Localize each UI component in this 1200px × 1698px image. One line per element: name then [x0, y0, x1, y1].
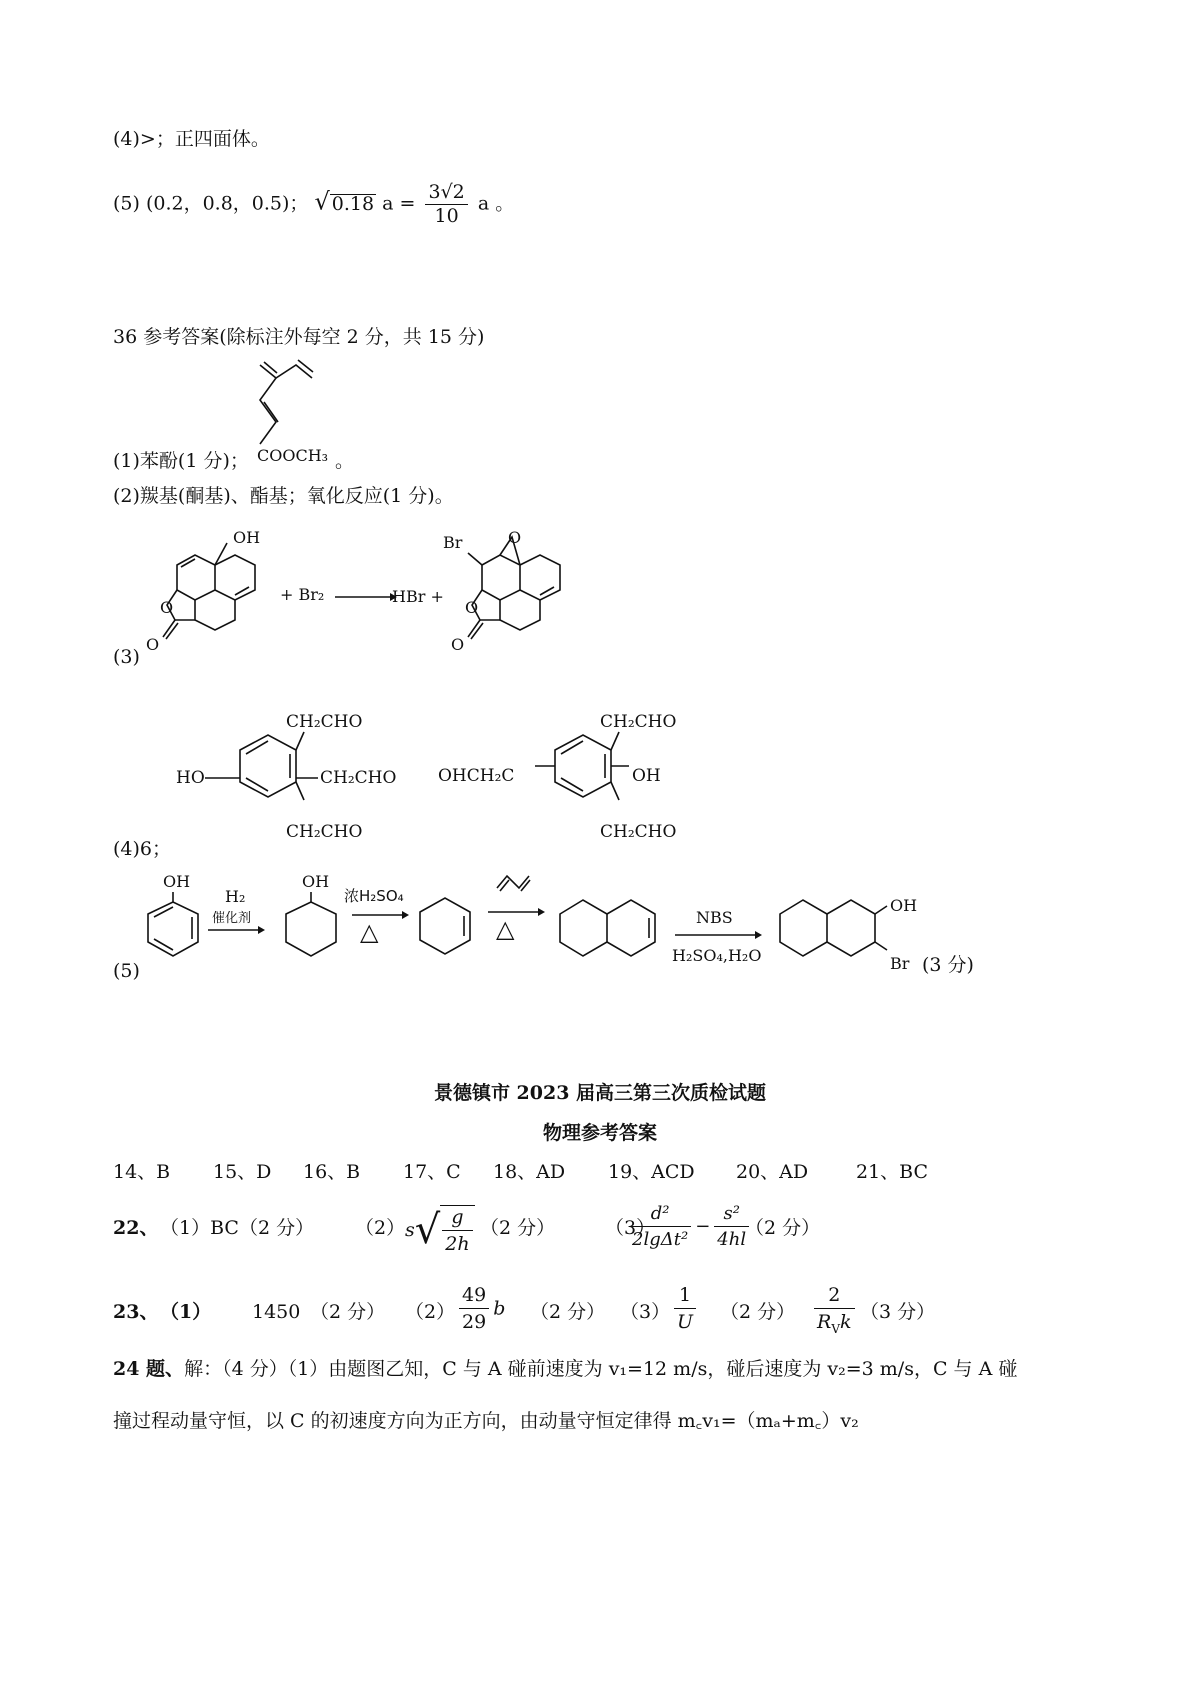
- q22-f1-num: d²: [629, 1203, 691, 1227]
- isomer-1-ch2cho-bottom: CH₂CHO: [286, 822, 363, 842]
- q23-formula-4: [810, 1284, 859, 1336]
- q23-part2-points: （2 分）: [530, 1301, 606, 1323]
- isomer-2-benzene-ring: [545, 730, 635, 820]
- q22-formula-2: [405, 1205, 475, 1255]
- isomer-2-oh: OH: [632, 766, 661, 786]
- isomer-1-ho: HO: [176, 768, 205, 788]
- q5-fraction: [425, 183, 467, 226]
- isomer-2-ohcch2: OHCH₂C: [438, 766, 515, 786]
- q23-part2-label: （2）: [405, 1301, 456, 1323]
- product-br-label: Br: [443, 533, 463, 552]
- q22-f1-den: 2lgΔt²: [632, 1229, 689, 1250]
- q23-part4-points: （3 分）: [860, 1301, 936, 1323]
- phenol-structure: [140, 890, 210, 970]
- h2-reagent: H₂: [225, 887, 246, 906]
- heat-delta-1: △: [360, 918, 379, 946]
- q22-2h: 2h: [445, 1233, 470, 1255]
- q23-f2-num: 1: [674, 1284, 696, 1309]
- isomer-1-bonds: [200, 770, 320, 790]
- q23-formula-3: [670, 1284, 700, 1333]
- isomer-1-ch2cho-mid: CH₂CHO: [320, 768, 397, 788]
- q22-part3-label: （3）: [605, 1217, 656, 1239]
- conc-h2so4: 浓H₂SO₄: [344, 887, 404, 905]
- q22-number: 22、: [113, 1217, 159, 1239]
- q23-f3-k: k: [839, 1311, 852, 1333]
- q22-s: s: [405, 1219, 415, 1241]
- heat-delta-2: △: [496, 915, 515, 943]
- mc-answer: 16、B: [303, 1161, 361, 1183]
- q23-formula-2: [455, 1284, 505, 1333]
- q23-b: b: [493, 1297, 506, 1320]
- mc-answer: 19、ACD: [608, 1161, 695, 1183]
- q22-sqrt-body: [440, 1205, 474, 1255]
- q5-radicand: 0.18: [331, 192, 375, 215]
- sqrt-sign: √: [314, 187, 330, 216]
- q23-part1-label: （1）: [160, 1301, 212, 1323]
- q24-label: 24 题、: [113, 1358, 185, 1380]
- q23-part3-label: （3）: [620, 1301, 671, 1323]
- q5-a1: a =: [382, 192, 416, 215]
- sqrt-sign: √: [414, 1207, 441, 1253]
- diene-ester-structure: [250, 360, 370, 460]
- minus-sign: −: [695, 1216, 711, 1237]
- q23-part1-points: （2 分）: [310, 1301, 386, 1323]
- q23-part3-points: （2 分）: [720, 1301, 796, 1323]
- q22-part3-points: （2 分）: [745, 1217, 821, 1239]
- q24-text-1: 解：（4 分）（1）由题图乙知，C 与 A 碰前速度为 v₁=12 m/s，碰后速度为 v₂=3 m/s，C 与 A 碰: [184, 1358, 1018, 1380]
- octalin-structure: [555, 890, 675, 970]
- q5-den: 10: [434, 205, 459, 227]
- catalyst-condition: 催化剂: [212, 911, 252, 926]
- q23-label: 23、: [113, 1301, 159, 1323]
- q22-g: g: [442, 1206, 472, 1231]
- product-carbonyl-o: O: [451, 635, 465, 654]
- cyclohexanol-structure: [278, 890, 348, 970]
- q23-f3-R: R: [817, 1311, 832, 1333]
- mc-answer: 15、D: [213, 1161, 272, 1183]
- mc-answer: 20、AD: [736, 1161, 809, 1183]
- arrow-4: [675, 928, 765, 942]
- product-o-label: O: [465, 598, 479, 617]
- bromohydrin-structure: [775, 890, 895, 970]
- mc-answer: 14、B: [113, 1161, 171, 1183]
- isomer-2-ch2cho-top: CH₂CHO: [600, 712, 677, 732]
- q36-1-text: (1)苯酚(1 分)；: [113, 450, 249, 472]
- isomer-1-ch2cho-top: CH₂CHO: [286, 712, 363, 732]
- reactant-carbonyl-o: O: [146, 635, 160, 654]
- physics-subtitle: 物理参考答案: [542, 1122, 657, 1144]
- reactant-oh-label: OH: [233, 528, 261, 547]
- epoxide-o-label: O: [508, 528, 522, 547]
- q36-1-end: 。: [335, 450, 355, 472]
- plus-br2: + Br₂: [280, 585, 325, 604]
- q24-line2: 撞过程动量守恒，以 C 的初速度方向为正方向，由动量守恒定律得 m꜀v₁=（mₐ+m꜀）v₂: [113, 1410, 859, 1432]
- q22-f2-num: s²: [714, 1203, 749, 1227]
- q22-part2-label: （2）: [355, 1217, 406, 1239]
- q36-2: (2)羰基(酮基)、酯基；氧化反应(1 分)。: [113, 485, 454, 507]
- q5-a2: a 。: [477, 192, 515, 215]
- reactant-o-label: O: [160, 598, 174, 617]
- q36-header: 36 参考答案(除标注外每空 2 分，共 15 分): [113, 326, 485, 348]
- isomer-2-ch2cho-bottom: CH₂CHO: [600, 822, 677, 842]
- mc-answer: 18、AD: [493, 1161, 566, 1183]
- q22-f2-den: 4hl: [717, 1229, 747, 1250]
- q22-part1: （1）BC（2 分）: [160, 1217, 315, 1239]
- product-oh: OH: [890, 896, 918, 915]
- q5-num: 3√2: [425, 183, 467, 205]
- q23-value-1450: 1450: [252, 1301, 301, 1323]
- q36-5-label: (5): [113, 960, 140, 982]
- hbr-plus: HBr +: [392, 587, 444, 606]
- mc-answer: 21、BC: [856, 1161, 929, 1183]
- physics-title: 景德镇市 2023 届高三第三次质检试题: [433, 1082, 767, 1104]
- butadiene-reagent: [495, 868, 535, 898]
- arrow-1: [208, 923, 268, 937]
- q23-f3-sub: V: [831, 1321, 840, 1336]
- nbs-conditions: H₂SO₄,H₂O: [672, 946, 762, 965]
- q36-3-label: (3): [113, 646, 140, 668]
- q23-f1-den: 29: [462, 1311, 487, 1333]
- ester-group-label: COOCH₃: [257, 446, 329, 465]
- cyclohexanol-oh: OH: [302, 872, 330, 891]
- q36-5-points: (3 分): [922, 954, 974, 976]
- q23-f3-num: 2: [814, 1284, 855, 1309]
- q36-1: [113, 452, 249, 471]
- q36-4-label: (4)6；: [113, 838, 172, 860]
- q23-f1-num: 49: [459, 1284, 489, 1309]
- product-br: Br: [890, 954, 910, 973]
- nbs-reagent: NBS: [696, 908, 733, 927]
- q22-label: [113, 1219, 158, 1238]
- reaction-arrow: [335, 590, 395, 604]
- q5-answer: [113, 183, 514, 226]
- q24-line1: [113, 1360, 1017, 1379]
- cyclohexene-structure: [412, 888, 482, 968]
- q22-part2-points: （2 分）: [480, 1217, 556, 1239]
- q5-prefix: (5) (0.2，0.8，0.5)；: [113, 192, 309, 215]
- q4-answer: (4)>；正四面体。: [113, 128, 270, 150]
- q22-formula-3: [625, 1203, 753, 1250]
- q23-f2-den: U: [677, 1311, 694, 1333]
- mc-answer: 17、C: [403, 1161, 461, 1183]
- phenol-oh: OH: [163, 872, 191, 891]
